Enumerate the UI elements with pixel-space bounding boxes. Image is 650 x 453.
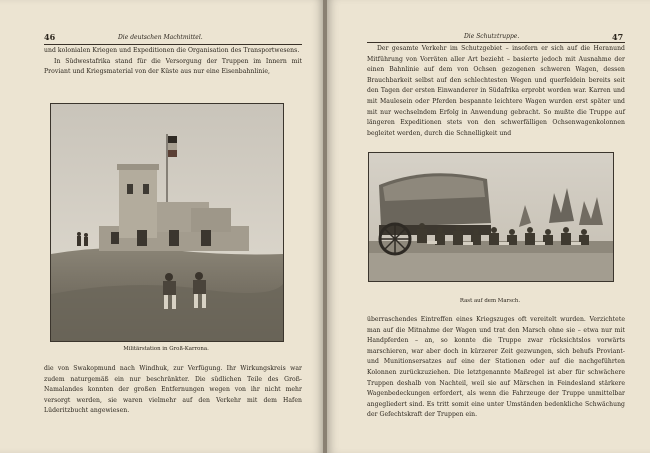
paragraph [44,46,302,78]
paragraph [44,364,302,417]
paragraph-text: überraschendes Eintreffen eines Kriegszuges oft vereitelt wurden. Verzichtete man auf die Mitnahme der Wagen und trat den Marsch ohne sie – etwa nur mit Handpferden – an, so konnte die Truppe zwar rücksichtslos vorwärts marschieren, war aber doch in kürzerer Zeit gezwungen, sich behufs Proviant- und Munitionsersatzes auf eine der Stationen oder auf die nachgeführten Kolonnen zurückzuziehen. Die letztgenannte Maßregel ist aber für schwächere Truppen deshalb von Nachteil, weil sie auf Märschen in Feindesland stärkere Wagenbedeckungen erfordert, als wenn die Fahrzeuge der Truppe unmittelbar angegliedert sind. Es tritt somit eine unter Umständen bedenkliche Schwächung der Gefechtskraft der Truppen ein. [367,316,625,419]
header-rule [367,42,625,43]
page-number: 46 [44,32,56,42]
paragraph-text: und kolonialen Kriegen und Expeditionen die Organisation des Transportwesens. [44,47,300,54]
paragraph-text: In Südwestafrika stand für die Versorgung der Truppen im Innern mit Proviant und Kriegsmaterial von der Küste aus nur eine Eisenbahnlinie, [44,57,302,76]
military-station-photo [50,103,284,342]
paragraph-text: Der gesamte Verkehr im Schutzgebiet – insofern er sich auf die Heranund Mitführung von Vorräten aller Art bezieht – basierte jedoch mit Ausnahme der einen Bahnlinie auf dem von Ochsen gezogenen schweren Wagen, dessen Brauchbarkeit selbst auf den schlechtesten Wegen und querfeldein bereits seit den Tagen der ersten Einwanderer in Südafrika erprobt worden war. Karren und mit Maulesein oder Pferden bespannte leichtere Wagen wurden erst später und mit nur wechselndem Erfolg in Anwendung gebracht. So mußte die Truppe auf längeren Expeditionen stets von den schwerfälligen Ochsenwagenkolonnen begleitet werden, durch die Schnelligkeit und [367,45,625,137]
paragraph [367,315,625,421]
paragraph [367,44,625,139]
running-head: Die deutschen Machtmittel. [118,34,203,41]
paragraph-text: die von Swakopmund nach Windhuk, zur Verfügung. Ihr Wirkungskreis war zudem naturgemäß ein nur beschränkter. Die südlichen Teile des Groß-Namalandes konnten der großen Entfernungen wegen von ihr nicht mehr versorgt werden, sie waren vielmehr auf den Verkehr mit dem Hafen Lüderitzbucht angewiesen. [44,365,302,415]
running-head: Die Schutztruppe. [464,33,520,40]
right-page [327,0,650,453]
photo-caption: Militärstation in Groß-Karrona. [123,346,209,352]
rest-on-march-photo [368,152,614,282]
photo-image [369,153,613,281]
page-number: 47 [612,32,624,42]
photo-caption: Rast auf dem Marsch. [459,298,521,304]
left-page [0,0,324,453]
photo-image [51,104,283,341]
header-rule [44,44,302,45]
